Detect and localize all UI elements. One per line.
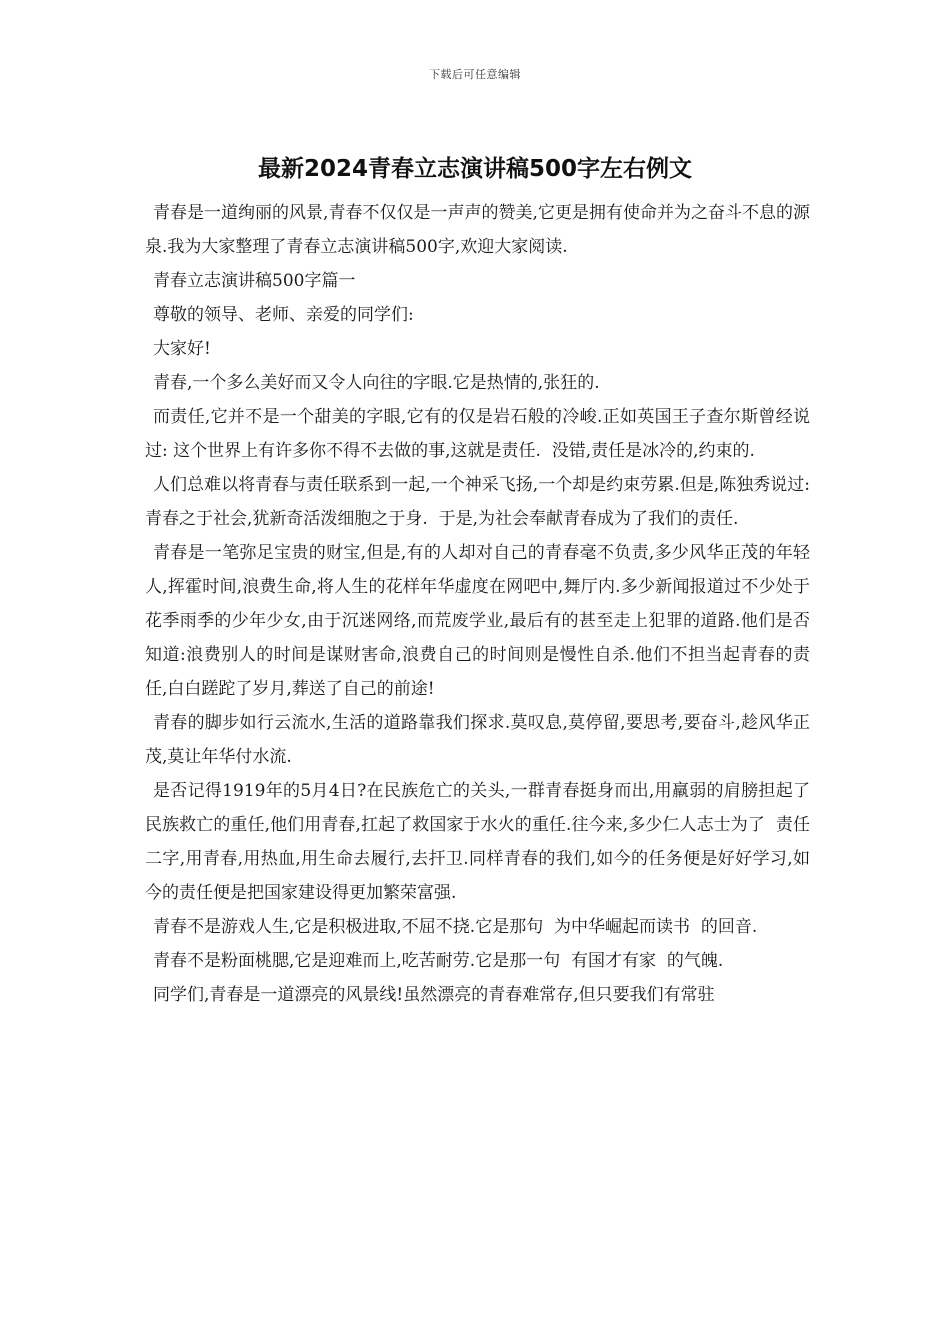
paragraph: 青春不是粉面桃腮,它是迎难而上,吃苦耐劳.它是那一句 有国才有家 的气魄. (153, 951, 724, 971)
paragraph: 同学们,青春是一道漂亮的风景线!虽然漂亮的青春难常存,但只要我们有常驻 (153, 985, 715, 1005)
paragraph: 而责任,它并不是一个甜美的字眼,它有的仅是岩石般的冷峻.正如英国王子查尔斯曾经说过: 这个世界上有许多你不得不去做的事,这就是责任. 没错,责任是冰冷的,约束的. (145, 407, 810, 461)
paragraph: 青春,一个多么美好而又令人向往的字眼.它是热情的,张狂的. (153, 373, 600, 393)
paragraph-intro: 青春是一道绚丽的风景,青春不仅仅是一声声的赞美,它更是拥有使命并为之奋斗不息的源泉.我为大家整理了青春立志演讲稿500字,欢迎大家阅读. (145, 203, 810, 257)
paragraph-greeting: 大家好! (153, 339, 211, 359)
paragraph-salutation: 尊敬的领导、老师、亲爱的同学们: (153, 305, 414, 325)
paragraph: 青春的脚步如行云流水,生活的道路靠我们探求.莫叹息,莫停留,要思考,要奋斗,趁风华正茂,莫让年华付水流. (145, 713, 810, 767)
document-title: 最新2024青春立志演讲稿500字左右例文 (257, 156, 693, 182)
document-body (145, 196, 821, 1012)
paragraph: 青春不是游戏人生,它是积极进取,不屈不挠.它是那句 为中华崛起而读书 的回音. (153, 917, 758, 937)
paragraph: 青春是一笔弥足宝贵的财宝,但是,有的人却对自己的青春毫不负责,多少风华正茂的年轻人,挥霍时间,浪费生命,将人生的花样年华虚度在网吧中,舞厅内.多少新闻报道过不少处于花季雨季的少年少女,由于沉迷网络,而荒废学业,最后有的甚至走上犯罪的道路.他们是否知道:浪费别人的时间是谋财害命,浪费自己的时间则是慢性自杀.他们不担当起青春的责任,白白蹉跎了岁月,葬送了自己的前途! (145, 543, 810, 699)
paragraph-section-heading: 青春立志演讲稿500字篇一 (153, 271, 356, 291)
page-header-note: 下载后可任意编辑 (429, 68, 521, 81)
paragraph: 人们总难以将青春与责任联系到一起,一个神采飞扬,一个却是约束劳累.但是,陈独秀说过: 青春之于社会,犹新奇活泼细胞之于身. 于是,为社会奉献青春成为了我们的责任. (145, 475, 816, 529)
paragraph: 是否记得1919年的5月4日?在民族危亡的关头,一群青春挺身而出,用羸弱的肩膀担起了民族救亡的重任,他们用青春,扛起了救国家于水火的重任.往今来,多少仁人志士为了 责任 二字,用青春,用热血,用生命去履行,去扞卫.同样青春的我们,如今的任务便是好好学习,如今的责任便是把国家建设得更加繁荣富强. (145, 781, 821, 903)
